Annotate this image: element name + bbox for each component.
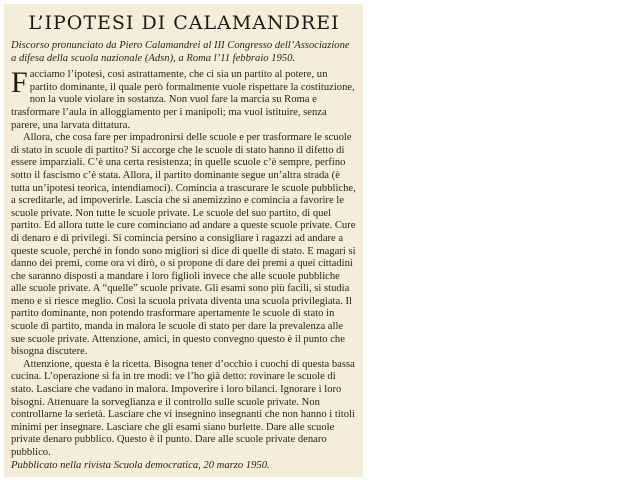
article-body: [11, 66, 357, 459]
article-intro: Discorso pronunciato da Piero Calamandrei al III Congresso dell’Associazione a difesa della scuola nazionale (Adsn), a Roma l’11 febbraio 1950.: [11, 40, 350, 64]
paragraph-3: Attenzione, questa è la ricetta. Bisogna tener d’occhio i cuochi di questa bassa cucina. L’operazione si fa in tre modi: ve l’ho già detto: rovinare le scuole di stato. Lasciare che vadano in malora. Impoverire i loro bilanci. Ignorare i loro bisogni. Attenuare la sorveglianza e il controllo sulle scuole private. Non controllarne la serietà. Lasciare che vi insegnino insegnanti che non hanno i titoli minimi per insegnare. Lasciare che gli esami siano burlette. Dare alle scuole private denaro pubblico. Questo è il punto. Dare alle scuole private denaro pubblico.: [11, 358, 355, 458]
drop-cap: F: [11, 66, 28, 100]
article-clipping: [4, 4, 363, 477]
paragraph-1-text: acciamo l’ipotesi, così astrattamente, che ci sia un partito al potere, un partito dominante, il quale però formalmente vuole rispettare la costituzione, non la vuole violare in sostanza. Non vuol fare la marcia su Roma e trasformare l’aula in alloggiamento per i manipoli; ma vuol istituire, senza parere, una larvata dittatura.: [11, 69, 355, 131]
publication-credit: Pubblicato nella rivista Scuola democratica, 20 marzo 1950.: [11, 459, 270, 471]
paragraph-2: Allora, che cosa fare per impadronirsi delle scuole e per trasformare le scuole di stato in scuole di partito? Si accorge che le scuole di stato hanno il difetto di essere imparziali. C’è una certa resistenza; in quelle scuole c’è sempre, perfino sotto il fascismo c’è stata. Allora, il partito dominante segue un’altra strada (è tutta un’ipotesi teorica, intendiamoci). Comincia a trascurare le scuole pubbliche, a screditarle, ad impoverirle. Lascia che si anemizzino e comincia a favorire le scuole private. Non tutte le scuole private. Le scuole del suo partito, di quel partito. Ed allora tutte le cure cominciano ad andare a queste scuole private. Cure di denaro e di privilegi. Si comincia persino a consigliare i ragazzi ad andare a queste scuole, perché in fondo sono migliori si dice di quelle di stato. E magari si danno dei premi, come ora vi dirò, o si propone di dare dei premi a quei cittadini che saranno disposti a mandare i loro figlioli invece che alle scuole pubbliche alle scuole private. A “quelle” scuole private. Gli esami sono più facili, si studia meno e si riesce meglio. Così la scuola privata diventa una scuola privilegiata. Il partito dominante, non potendo trasformare apertamente le scuole di stato in scuole di partito, manda in malora le scuole di stato per dare la prevalenza alle sue scuole private. Attenzione, amici, in questo convegno questo è il punto che bisogna discutere.: [11, 132, 356, 358]
paragraph-1: [11, 66, 357, 132]
article-title: L’IPOTESI DI CALAMANDREI: [28, 12, 340, 34]
